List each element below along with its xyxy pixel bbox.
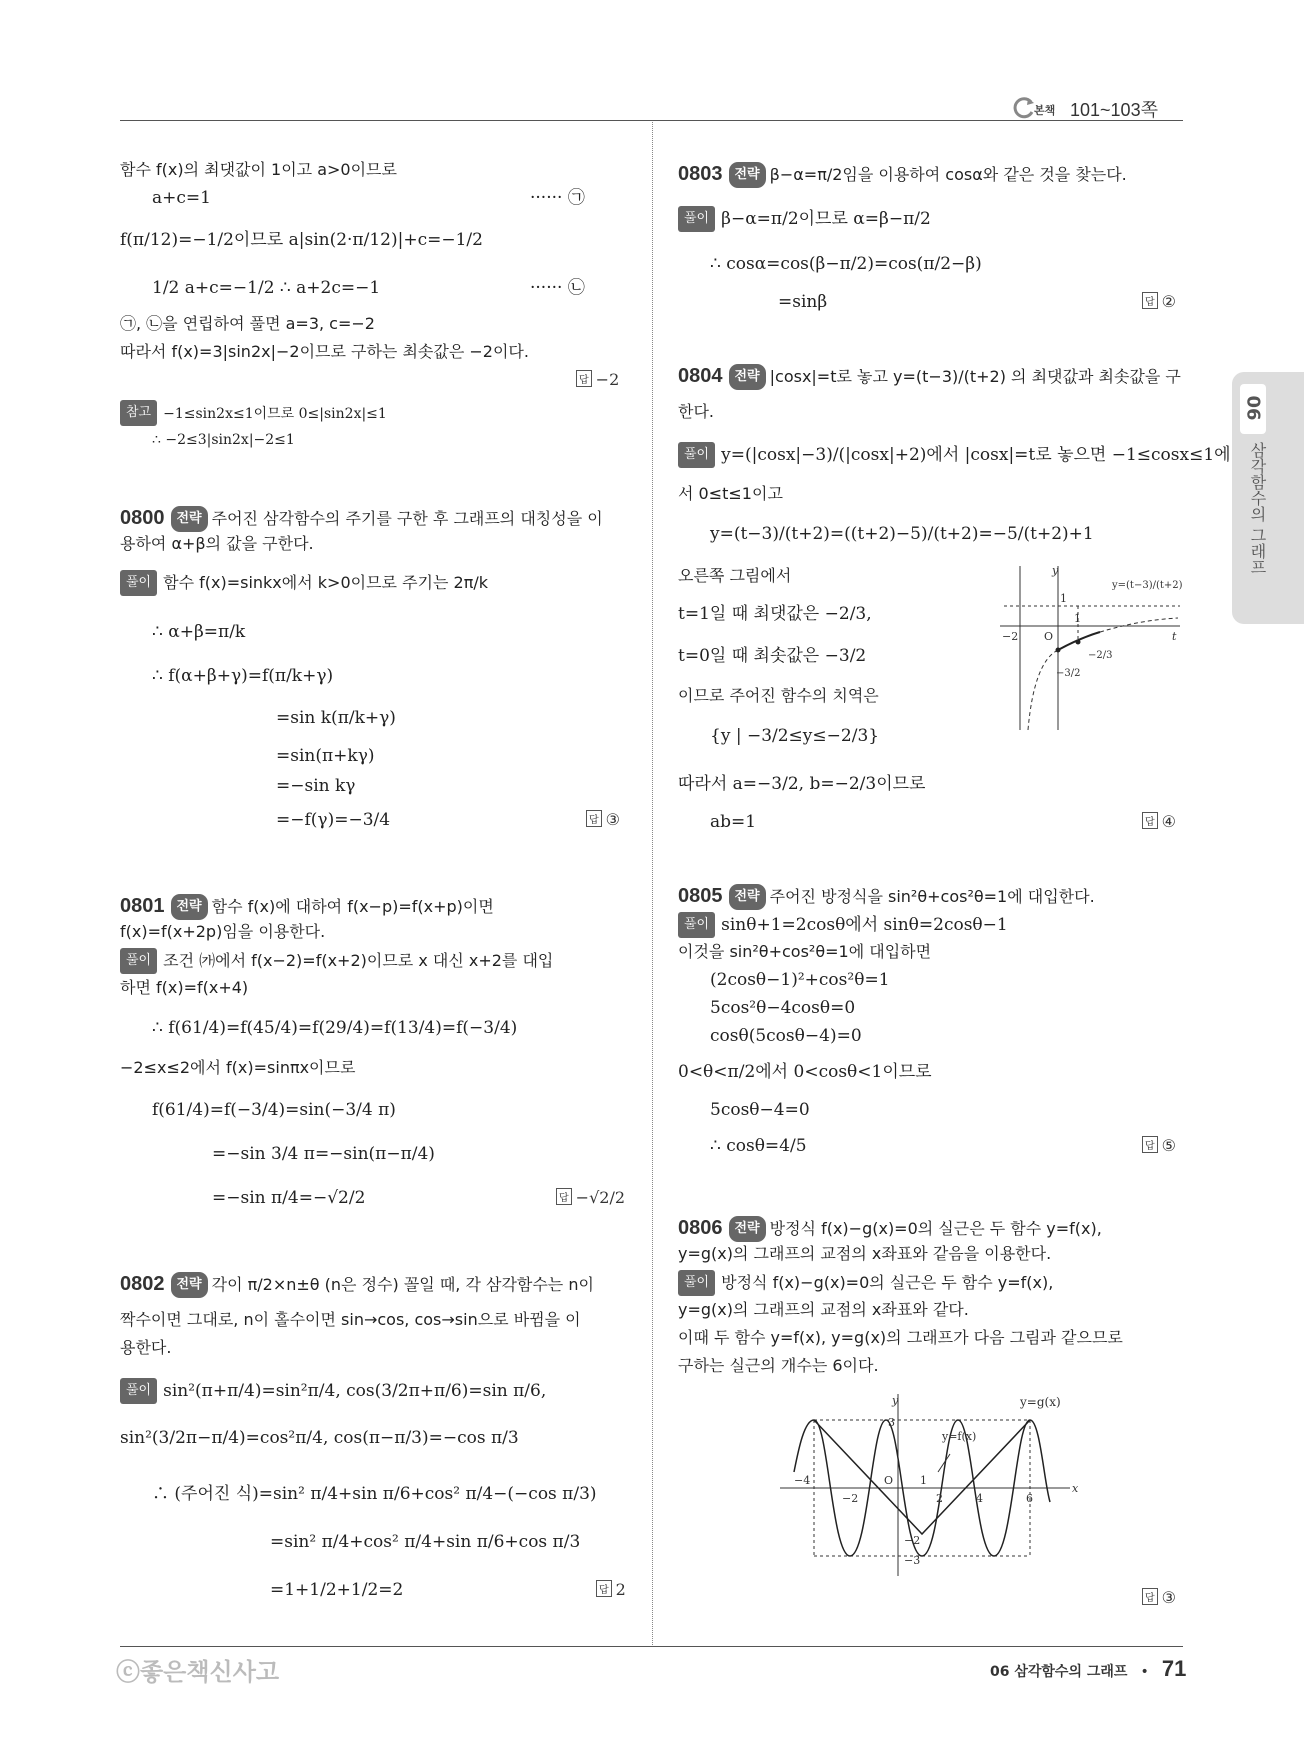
p0806-num: 0806 [678,1217,723,1239]
p0800-l2: ∴ α+β=π/k [152,622,246,642]
side-tab-num-box [1240,384,1266,434]
p0804-l9: 따라서 a=−3/2, b=−2/3이므로 [678,774,926,794]
p0804-s1: |cosx|=t로 놓고 y=(t−3)/(t+2) 의 최댓값과 최솟값을 구 [769,367,1181,386]
p0805-l3: (2cosθ−1)²+cos²θ=1 [710,970,890,990]
p0802-sol: 풀이 [120,1378,157,1404]
p0801-sol-line [120,948,553,974]
p0806-strategy [678,1216,1102,1242]
p0804-axis-y: y [1052,564,1059,577]
p0800-s2: 용하여 α+β의 값을 구한다. [120,534,314,553]
arrow-icon [1012,96,1036,120]
p0806-l3: 이때 두 함수 y=f(x), y=g(x)의 그래프가 다음 그림과 같으므로 [678,1328,1123,1347]
p0803-answer: 답 ② [1142,292,1176,311]
p0804-tag: 전략 [729,364,766,390]
p0801-l2: 하면 f(x)=f(x+4) [120,978,249,997]
p0801-l1: 조건 ㈎에서 f(x−2)=f(x+2)이므로 x 대신 x+2를 대입 [163,951,554,970]
p0802-s1: 각이 π/2×n±θ (n은 정수) 꼴일 때, 각 삼각함수는 n이 [211,1275,594,1294]
p0800-l7: =−f(γ)=−3/4 [276,810,391,830]
p0806-g-label: y=g(x) [1020,1395,1061,1409]
p0800-l1: 함수 f(x)=sinkx에서 k>0이므로 주기는 2π/k [163,573,488,592]
p0804-l5: t=1일 때 최댓값은 −2/3, [678,604,872,624]
pt-min [1056,648,1061,653]
p0802-l1: sin²(π+π/4)=sin²π/4, cos(3/2π+π/6)=sin π/6, [163,1381,547,1401]
tick-origin: O [884,1474,894,1487]
tick-t1: 1 [1074,612,1081,625]
p0802-l4: =sin² π/4+cos² π/4+sin π/6+cos π/3 [270,1532,581,1552]
p0802-answer: 답 2 [596,1580,626,1599]
p0802-s2: 짝수이면 그대로, n이 홀수이면 sin→cos, cos→sin으로 바뀜을 이 [120,1310,581,1329]
p0802-num: 0802 [120,1273,165,1295]
p0802-l2: sin²(3/2π−π/4)=cos²π/4, cos(π−π/3)=−cos π/3 [120,1428,519,1448]
header-ref-label: 본책 [1034,104,1056,117]
p0801-l5: f(61/4)=f(−3/4)=sin(−3/4 π) [152,1100,396,1120]
p0804-s2: 한다. [678,402,714,421]
pt-max [1076,640,1081,645]
tick-y-3: 3 [888,1416,895,1429]
p0805-l5: cosθ(5cosθ−4)=0 [710,1026,862,1046]
footer-rule [120,1646,1183,1647]
p0801-strategy [120,894,494,920]
note-2: ∴ −2≤3|sin2x|−2≤1 [152,432,295,448]
p0802-l3: ∴ (주어진 식)=sin² π/4+sin π/6+cos² π/4−(−cos π/3) [152,1484,597,1504]
p0805-strategy [678,884,1095,910]
p0800-num: 0800 [120,507,165,529]
p0800-sol-line [120,570,488,596]
p0806-s2: y=g(x)의 그래프의 교점의 x좌표와 같음을 이용한다. [678,1244,1052,1263]
p0806-sol-line [678,1270,1053,1296]
p0806-l2: y=g(x)의 그래프의 교점의 x좌표와 같다. [678,1300,969,1319]
p0803-s1: β−α=π/2임을 이용하여 cosα와 같은 것을 찾는다. [769,165,1127,184]
tick-x-1: 1 [920,1474,927,1487]
p0805-l2: 이것을 sin²θ+cos²θ=1에 대입하면 [678,942,932,961]
p0804-l3: y=(t−3)/(t+2)=((t+2)−5)/(t+2)=−5/(t+2)+1 [710,524,1094,544]
p0805-sol-line [678,912,1008,938]
lt-l1: 함수 f(x)의 최댓값이 1이고 a>0이므로 [120,160,397,179]
p0804-strategy [678,364,1181,390]
p0802-tag: 전략 [171,1272,208,1298]
tick-x-4: 4 [976,1492,983,1505]
lt-l5: ㉠, ㉡을 연립하여 풀면 a=3, c=−2 [120,314,375,333]
p0800-sol: 풀이 [120,570,157,596]
p0805-num: 0805 [678,885,723,907]
p0805-l1: sinθ+1=2cosθ에서 sinθ=2cosθ−1 [721,915,1008,935]
tick-x-6: 6 [1026,1492,1033,1505]
p0801-num: 0801 [120,895,165,917]
p0800-answer: 답 ③ [586,810,620,829]
p0806-graph [780,1392,1084,1578]
footer-chapter: 06 삼각함수의 그래프 [990,1664,1128,1680]
note-tag: 참고 [120,400,157,426]
p0803-strategy [678,162,1127,188]
p0805-l6: 0<θ<π/2에서 0<cosθ<1이므로 [678,1062,932,1082]
p0804-l10: ab=1 [710,812,757,832]
column-divider [652,122,653,1647]
p0802-strategy [120,1272,594,1298]
lt-l4: 1/2 a+c=−1/2 ∴ a+2c=−1 [152,278,381,298]
p0801-l6: =−sin 3/4 π=−sin(π−π/4) [212,1144,435,1164]
p0804-answer: 답 ④ [1142,812,1176,831]
p0804-l1: y=(|cosx|−3)/(|cosx|+2)에서 |cosx|=t로 놓으면 −1≤cosx≤1에 [721,445,1231,465]
p0801-s2: f(x)=f(x+2p)임을 이용한다. [120,922,326,941]
p0800-l4: =sin k(π/k+γ) [276,708,396,728]
hyperbola-dashed [1028,650,1058,730]
lt-l2: a+c=1 [152,188,211,208]
p0804-axis-t: t [1172,630,1177,643]
p0803-l2: ∴ cosα=cos(β−π/2)=cos(π/2−β) [710,254,982,274]
p0804-l8: {y | −3/2≤y≤−2/3} [710,726,880,746]
footer-chapter-area [990,1656,1186,1682]
p0800-l5: =sin(π+kγ) [276,746,375,766]
footer-publisher: ⓒ좋은책신사고 [116,1658,280,1686]
tick-neg2: −2 [1002,630,1019,643]
footer-bullet: • [1140,1664,1149,1680]
p0800-s1: 주어진 삼각함수의 주기를 구한 후 그래프의 대칭성을 이 [211,509,603,528]
lt-note [120,400,387,426]
p0806-l1: 방정식 f(x)−g(x)=0의 실근은 두 함수 y=f(x), [721,1273,1054,1292]
footer-page-number: 71 [1161,1656,1187,1681]
lt-l6: 따라서 f(x)=3|sin2x|−2이므로 구하는 최솟값은 −2이다. [120,342,529,361]
p0806-s1: 방정식 f(x)−g(x)=0의 실근은 두 함수 y=f(x), [769,1219,1102,1238]
p0806-axis-y: y [892,1394,899,1407]
p0803-sol: 풀이 [678,206,715,232]
tick-min: −3/2 [1056,668,1081,679]
p0804-l7: 이므로 주어진 함수의 치역은 [678,686,879,705]
p0803-tag: 전략 [729,162,766,188]
p0806-f-label: y=f(x) [942,1430,977,1443]
p0801-s1: 함수 f(x)에 대하여 f(x−p)=f(x+p)이면 [211,897,494,916]
p0804-curve-label: y=(t−3)/(t+2) [1112,580,1183,591]
p0804-sol-line [678,442,1231,468]
p0805-sol: 풀이 [678,912,715,938]
side-tab [1232,372,1304,624]
p0801-l4: −2≤x≤2에서 f(x)=sinπx이므로 [120,1058,356,1077]
p0800-l6: =−sin kγ [276,776,356,796]
p0800-strategy [120,506,603,532]
p0806-axis-x: x [1072,1482,1079,1495]
p0802-sol-line [120,1378,546,1404]
p0801-l7: =−sin π/4=−√2/2 [212,1188,366,1208]
p0806-l4: 구하는 실근의 개수는 6이다. [678,1356,879,1375]
p0804-l4: 오른쪽 그림에서 [678,566,792,585]
p0805-l8: ∴ cosθ=4/5 [710,1136,807,1156]
p0803-num: 0803 [678,163,723,185]
p0802-s3: 용한다. [120,1338,172,1357]
lt-l4-mark: ······ ㉡ [530,278,585,298]
p0805-s1: 주어진 방정식을 sin²θ+cos²θ=1에 대입한다. [769,887,1095,906]
p0805-tag: 전략 [729,884,766,910]
tick-x-2: 2 [936,1492,943,1505]
p0805-l4: 5cos²θ−4cosθ=0 [710,998,856,1018]
p0806-tag: 전략 [729,1216,766,1242]
p0801-l3: ∴ f(61/4)=f(45/4)=f(29/4)=f(13/4)=f(−3/4) [152,1018,518,1038]
p0806-sol: 풀이 [678,1270,715,1296]
p0803-l3: =sinβ [778,292,828,312]
header-ref [1012,96,1182,122]
note-1: −1≤sin2x≤1이므로 0≤|sin2x|≤1 [163,406,387,422]
lt-l3: f(π/12)=−1/2이므로 a|sin(2·π/12)|+c=−1/2 [120,230,483,250]
side-tab-title: 삼각함수의 그래프 [1248,442,1267,576]
p0800-tag: 전략 [171,506,208,532]
lt-answer: 답 −2 [576,370,619,389]
p0801-answer: 답 −√2/2 [556,1188,625,1207]
tick-y1: 1 [1060,592,1067,605]
p0803-sol-line [678,206,931,232]
p0804-l6: t=0일 때 최솟값은 −3/2 [678,646,867,666]
p0806-answer: 답 ③ [1142,1588,1176,1607]
tick-origin: O [1044,630,1054,643]
p0801-sol: 풀이 [120,948,157,974]
header-rule [120,120,1183,121]
p0802-l5: =1+1/2+1/2=2 [270,1580,404,1600]
p0804-l2: 서 0≤t≤1이고 [678,484,783,503]
tick-y-neg2: −2 [904,1534,921,1547]
p0804-sol: 풀이 [678,442,715,468]
tick-y-neg3: −3 [904,1554,921,1567]
p0800-l3: ∴ f(α+β+γ)=f(π/k+γ) [152,666,334,686]
p0801-tag: 전략 [171,894,208,920]
hyperbola-tail [1100,618,1178,632]
tick-x-neg4: −4 [794,1474,811,1487]
f-curve-start [794,1420,814,1472]
side-tab-num: 06 [1242,395,1264,421]
lt-l2-mark: ······ ㉠ [530,188,585,208]
tick-x-neg2: −2 [842,1492,859,1505]
p0804-graph [1000,562,1184,732]
tick-max: −2/3 [1088,650,1113,661]
p0805-l7: 5cosθ−4=0 [710,1100,810,1120]
header-pages: 101~103쪽 [1070,100,1158,120]
p0805-answer: 답 ⑤ [1142,1136,1176,1155]
p0804-num: 0804 [678,365,723,387]
p0803-l1: β−α=π/2이므로 α=β−π/2 [721,209,931,229]
